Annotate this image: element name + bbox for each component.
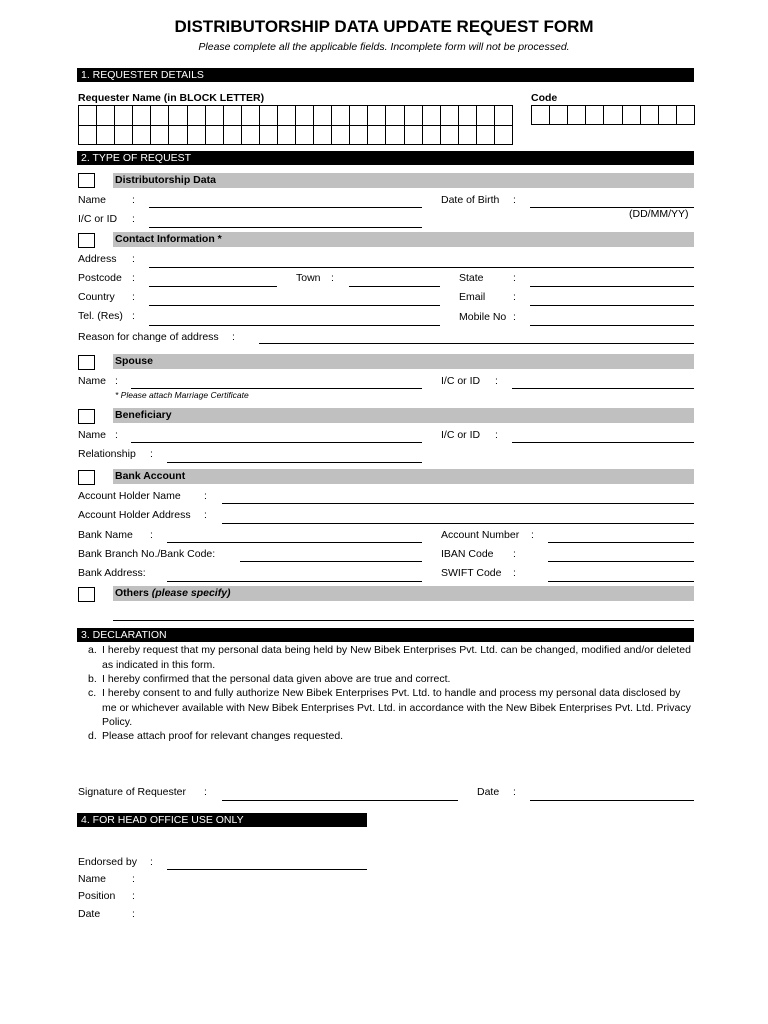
colon: :: [204, 786, 207, 798]
colon: :: [150, 529, 153, 541]
swift-label: SWIFT Code: [441, 567, 502, 579]
beneficiary-ic-label: I/C or ID: [441, 429, 481, 441]
holder-address-label: Account Holder Address: [78, 509, 191, 521]
beneficiary-name-label: Name: [78, 429, 107, 441]
name-letter-box[interactable]: [386, 106, 404, 126]
dist-name-field[interactable]: [149, 207, 422, 208]
distributorship-checkbox[interactable]: [78, 173, 95, 188]
signature-field[interactable]: [222, 800, 458, 801]
name-letter-box[interactable]: [97, 126, 115, 146]
spouse-name-field[interactable]: [131, 388, 422, 389]
name-letter-box[interactable]: [477, 106, 495, 126]
country-label: Country: [78, 291, 115, 303]
name-letter-box[interactable]: [459, 106, 477, 126]
dist-name-label: Name: [78, 194, 107, 206]
bank-name-label: Bank Name: [78, 529, 133, 541]
country-field[interactable]: [149, 305, 440, 306]
holder-name-field[interactable]: [222, 503, 694, 504]
address-field[interactable]: [149, 267, 694, 268]
name-letter-box[interactable]: [332, 106, 350, 126]
name-letter-box[interactable]: [133, 126, 151, 146]
dob-format-hint: (DD/MM/YY): [629, 208, 689, 220]
distributorship-heading: Distributorship Data: [113, 173, 694, 188]
signature-date-label: Date: [477, 786, 500, 798]
name-letter-box[interactable]: [495, 106, 513, 126]
declaration-letter: d.: [88, 730, 97, 742]
name-letter-box[interactable]: [242, 126, 260, 146]
swift-field[interactable]: [548, 581, 694, 582]
signature-label: Signature of Requester: [78, 786, 186, 798]
declaration-text: Please attach proof for relevant changes requested.: [102, 730, 344, 742]
name-letter-box[interactable]: [242, 106, 260, 126]
colon: :: [331, 272, 334, 284]
town-field[interactable]: [349, 286, 440, 287]
bank-address-label: Bank Address:: [78, 567, 146, 579]
code-label: Code: [531, 92, 558, 104]
colon: :: [495, 375, 498, 387]
name-letter-box[interactable]: [97, 106, 115, 126]
dist-ic-label: I/C or ID: [78, 213, 118, 225]
colon: :: [150, 856, 153, 868]
beneficiary-ic-field[interactable]: [512, 442, 694, 443]
name-letter-box[interactable]: [296, 126, 314, 146]
code-digit-box[interactable]: [568, 106, 586, 125]
name-letter-box[interactable]: [368, 126, 386, 146]
dob-label: Date of Birth: [441, 194, 500, 206]
spouse-ic-label: I/C or ID: [441, 375, 481, 387]
ho-date-label: Date: [78, 908, 101, 920]
bank-checkbox[interactable]: [78, 470, 95, 485]
name-letter-box[interactable]: [79, 126, 97, 146]
name-letter-box[interactable]: [224, 106, 242, 126]
code-digit-box[interactable]: [677, 106, 695, 125]
colon: :: [232, 331, 235, 343]
dist-ic-field[interactable]: [149, 227, 422, 228]
section-4-header: 4. FOR HEAD OFFICE USE ONLY: [77, 813, 367, 827]
requester-name-label: Requester Name (in BLOCK LETTER): [78, 92, 265, 104]
holder-address-field[interactable]: [222, 523, 694, 524]
colon: :: [513, 548, 516, 560]
name-letter-box[interactable]: [224, 126, 242, 146]
others-heading: [113, 586, 694, 601]
colon: :: [513, 567, 516, 579]
colon: :: [132, 194, 135, 206]
name-letter-box[interactable]: [368, 106, 386, 126]
name-letter-box[interactable]: [169, 106, 187, 126]
name-letter-box[interactable]: [296, 106, 314, 126]
colon: :: [513, 311, 516, 323]
name-letter-box[interactable]: [115, 106, 133, 126]
iban-label: IBAN Code: [441, 548, 494, 560]
code-digit-box[interactable]: [641, 106, 659, 125]
contact-checkbox[interactable]: [78, 233, 95, 248]
state-label: State: [459, 272, 484, 284]
colon: :: [132, 213, 135, 225]
endorsed-field[interactable]: [167, 869, 367, 870]
colon: :: [150, 448, 153, 460]
email-label: Email: [459, 291, 486, 303]
code-digit-box[interactable]: [532, 106, 550, 125]
form-subtitle: Please complete all the applicable fields. Incomplete form will not be processed.: [198, 41, 570, 53]
name-letter-box[interactable]: [206, 126, 224, 146]
beneficiary-heading: Beneficiary: [113, 408, 694, 423]
account-number-field[interactable]: [548, 542, 694, 543]
section-1-header: 1. REQUESTER DETAILS: [77, 68, 694, 82]
declaration-letter: a.: [88, 644, 97, 656]
colon: :: [132, 908, 135, 920]
address-label: Address: [78, 253, 117, 265]
others-heading-text: Others: [115, 587, 149, 599]
spouse-checkbox[interactable]: [78, 355, 95, 370]
colon: :: [132, 873, 135, 885]
colon: :: [132, 310, 135, 322]
code-digit-box[interactable]: [550, 106, 568, 125]
town-label: Town: [296, 272, 321, 284]
code-digit-box[interactable]: [604, 106, 622, 125]
name-letter-box[interactable]: [386, 126, 404, 146]
declaration-text: I hereby confirmed that the personal data given above are true and correct.: [102, 673, 451, 685]
declaration-list: [88, 643, 694, 748]
name-letter-box[interactable]: [405, 106, 423, 126]
declaration-item: [88, 643, 694, 673]
beneficiary-checkbox[interactable]: [78, 409, 95, 424]
spouse-ic-field[interactable]: [512, 388, 694, 389]
bank-name-field[interactable]: [167, 542, 422, 543]
requester-name-grid[interactable]: [78, 105, 513, 145]
name-letter-box[interactable]: [188, 126, 206, 146]
spouse-heading: Spouse: [113, 354, 694, 369]
name-letter-box[interactable]: [260, 106, 278, 126]
colon: :: [132, 253, 135, 265]
colon: :: [531, 529, 534, 541]
colon: :: [132, 291, 135, 303]
postcode-field[interactable]: [149, 286, 277, 287]
name-letter-box[interactable]: [477, 126, 495, 146]
name-letter-box[interactable]: [459, 126, 477, 146]
form-title: DISTRIBUTORSHIP DATA UPDATE REQUEST FORM: [174, 17, 594, 36]
name-letter-box[interactable]: [115, 126, 133, 146]
name-letter-box[interactable]: [314, 106, 332, 126]
section-2-header: 2. TYPE OF REQUEST: [77, 151, 694, 165]
relationship-field[interactable]: [167, 462, 422, 463]
name-letter-box[interactable]: [278, 106, 296, 126]
declaration-letter: b.: [88, 673, 97, 685]
email-field[interactable]: [530, 305, 694, 306]
reason-label: Reason for change of address: [78, 331, 219, 343]
colon: :: [513, 194, 516, 206]
colon: :: [513, 291, 516, 303]
spouse-name-label: Name: [78, 375, 107, 387]
name-letter-box[interactable]: [278, 126, 296, 146]
tel-label: Tel. (Res): [78, 310, 123, 322]
others-field[interactable]: [113, 620, 694, 621]
name-letter-box[interactable]: [350, 106, 368, 126]
name-letter-box[interactable]: [441, 106, 459, 126]
colon: :: [115, 375, 118, 387]
colon: :: [115, 429, 118, 441]
colon: :: [513, 272, 516, 284]
name-letter-box[interactable]: [405, 126, 423, 146]
state-field[interactable]: [530, 286, 694, 287]
signature-date-field[interactable]: [530, 800, 694, 801]
account-number-label: Account Number: [441, 529, 520, 541]
relationship-label: Relationship: [78, 448, 136, 460]
colon: :: [513, 786, 516, 798]
mobile-field[interactable]: [530, 325, 694, 326]
name-letter-box[interactable]: [332, 126, 350, 146]
reason-field[interactable]: [259, 343, 694, 344]
name-letter-box[interactable]: [133, 106, 151, 126]
declaration-text: I hereby consent to and fully authorize New Bibek Enterprises Pvt. Ltd. to handle and process my personal data disclosed by me or whichever available with New Bibek Enterprises Pvt. Ltd. in accordance with the New Bibek Enterprises Pvt. Ltd. Privacy Policy.: [102, 687, 691, 728]
others-heading-italic: (please specify): [151, 587, 231, 599]
tel-field[interactable]: [149, 325, 440, 326]
name-letter-box[interactable]: [441, 126, 459, 146]
name-letter-box[interactable]: [206, 106, 224, 126]
ho-name-label: Name: [78, 873, 107, 885]
section-3-header: 3. DECLARATION: [77, 628, 694, 642]
name-letter-box[interactable]: [314, 126, 332, 146]
code-grid[interactable]: [531, 105, 695, 125]
declaration-item: [88, 729, 694, 744]
declaration-item: [88, 686, 694, 730]
endorsed-label: Endorsed by: [78, 856, 137, 868]
postcode-label: Postcode: [78, 272, 122, 284]
colon: :: [132, 272, 135, 284]
contact-heading: Contact Information *: [113, 232, 694, 247]
name-letter-box[interactable]: [350, 126, 368, 146]
name-letter-box[interactable]: [151, 126, 169, 146]
colon: :: [132, 890, 135, 902]
name-letter-box[interactable]: [423, 126, 441, 146]
beneficiary-name-field[interactable]: [131, 442, 422, 443]
name-letter-box[interactable]: [151, 106, 169, 126]
colon: :: [204, 490, 207, 502]
iban-field[interactable]: [548, 561, 694, 562]
declaration-letter: c.: [88, 687, 97, 699]
mobile-label: Mobile No: [459, 311, 507, 323]
name-letter-box[interactable]: [495, 126, 513, 146]
name-letter-box[interactable]: [169, 126, 187, 146]
name-letter-box[interactable]: [423, 106, 441, 126]
others-checkbox[interactable]: [78, 587, 95, 602]
colon: :: [495, 429, 498, 441]
code-digit-box[interactable]: [623, 106, 641, 125]
bank-address-field[interactable]: [167, 581, 422, 582]
branch-field[interactable]: [240, 561, 422, 562]
name-letter-box[interactable]: [188, 106, 206, 126]
colon: :: [204, 509, 207, 521]
code-digit-box[interactable]: [659, 106, 677, 125]
bank-heading: Bank Account: [113, 469, 694, 484]
marriage-cert-note: * Please attach Marriage Certificate: [115, 390, 249, 400]
name-letter-box[interactable]: [260, 126, 278, 146]
holder-name-label: Account Holder Name: [78, 490, 181, 502]
declaration-text: I hereby request that my personal data being held by New Bibek Enterprises Pvt. Ltd. can be changed, modified and/or deleted as indicated in this form.: [102, 644, 691, 671]
name-letter-box[interactable]: [79, 106, 97, 126]
code-digit-box[interactable]: [586, 106, 604, 125]
branch-label: Bank Branch No./Bank Code:: [78, 548, 216, 560]
ho-position-label: Position: [78, 890, 116, 902]
declaration-item: [88, 672, 694, 687]
